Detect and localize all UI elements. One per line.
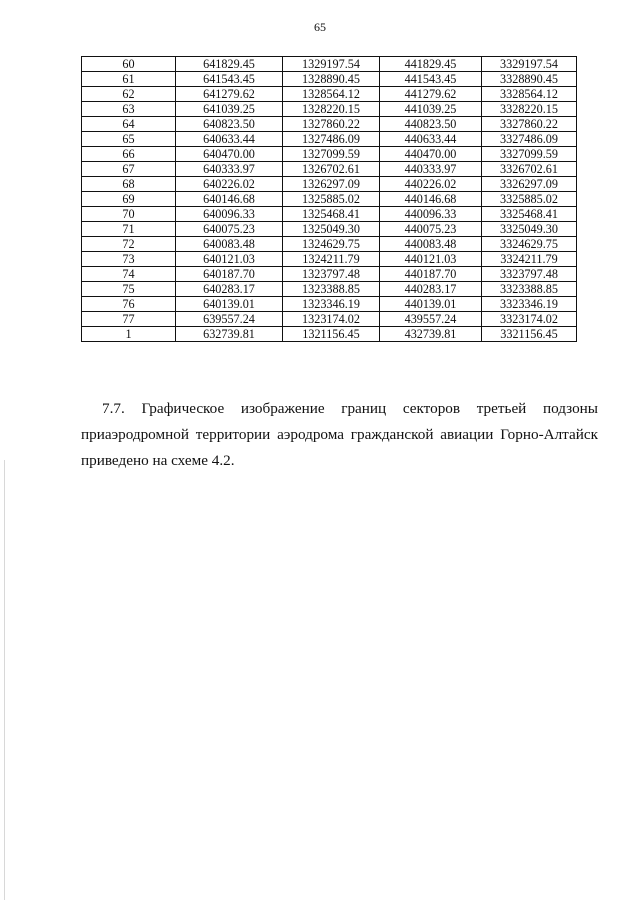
x-cell: 639557.24 (176, 312, 283, 327)
x-msk-cell: 439557.24 (380, 312, 482, 327)
x-cell: 640283.17 (176, 282, 283, 297)
y-cell: 1329197.54 (283, 57, 380, 72)
point-number-cell: 61 (82, 72, 176, 87)
point-number-cell: 63 (82, 102, 176, 117)
table-row (82, 312, 577, 327)
y-cell: 1321156.45 (283, 327, 380, 342)
point-number-cell: 73 (82, 252, 176, 267)
y-msk-cell: 3326702.61 (482, 162, 577, 177)
y-msk-cell: 3323388.85 (482, 282, 577, 297)
point-number-cell: 77 (82, 312, 176, 327)
table-row (82, 222, 577, 237)
y-cell: 1326702.61 (283, 162, 380, 177)
scan-edge-line (4, 460, 5, 900)
y-cell: 1326297.09 (283, 177, 380, 192)
page-number: 65 (314, 20, 326, 34)
x-cell: 632739.81 (176, 327, 283, 342)
point-number-cell: 72 (82, 237, 176, 252)
y-cell: 1325049.30 (283, 222, 380, 237)
table-row (82, 297, 577, 312)
table-row (82, 327, 577, 342)
table-row (82, 252, 577, 267)
x-msk-cell: 440226.02 (380, 177, 482, 192)
table-row (82, 282, 577, 297)
y-msk-cell: 3325468.41 (482, 207, 577, 222)
x-msk-cell: 440187.70 (380, 267, 482, 282)
y-cell: 1328564.12 (283, 87, 380, 102)
y-msk-cell: 3326297.09 (482, 177, 577, 192)
table-row (82, 102, 577, 117)
table-row (82, 87, 577, 102)
point-number-cell: 74 (82, 267, 176, 282)
x-msk-cell: 440633.44 (380, 132, 482, 147)
point-number-cell: 68 (82, 177, 176, 192)
point-number-cell: 64 (82, 117, 176, 132)
x-msk-cell: 441039.25 (380, 102, 482, 117)
x-cell: 640083.48 (176, 237, 283, 252)
y-cell: 1324211.79 (283, 252, 380, 267)
y-msk-cell: 3323346.19 (482, 297, 577, 312)
y-msk-cell: 3327099.59 (482, 147, 577, 162)
y-msk-cell: 3321156.45 (482, 327, 577, 342)
y-cell: 1325468.41 (283, 207, 380, 222)
y-cell: 1328220.15 (283, 102, 380, 117)
x-cell: 641039.25 (176, 102, 283, 117)
x-msk-cell: 440096.33 (380, 207, 482, 222)
y-cell: 1323174.02 (283, 312, 380, 327)
y-msk-cell: 3325885.02 (482, 192, 577, 207)
table-row (82, 207, 577, 222)
x-msk-cell: 440146.68 (380, 192, 482, 207)
x-cell: 641829.45 (176, 57, 283, 72)
x-cell: 641279.62 (176, 87, 283, 102)
x-cell: 640470.00 (176, 147, 283, 162)
coordinates-table (81, 56, 577, 342)
y-msk-cell: 3324211.79 (482, 252, 577, 267)
y-cell: 1325885.02 (283, 192, 380, 207)
point-number-cell: 1 (82, 327, 176, 342)
y-msk-cell: 3328220.15 (482, 102, 577, 117)
x-cell: 640226.02 (176, 177, 283, 192)
table-row (82, 177, 577, 192)
table-row (82, 132, 577, 147)
table-row (82, 117, 577, 132)
y-msk-cell: 3323174.02 (482, 312, 577, 327)
x-msk-cell: 432739.81 (380, 327, 482, 342)
table-row (82, 192, 577, 207)
y-msk-cell: 3327486.09 (482, 132, 577, 147)
y-msk-cell: 3327860.22 (482, 117, 577, 132)
x-msk-cell: 440075.23 (380, 222, 482, 237)
y-cell: 1324629.75 (283, 237, 380, 252)
x-msk-cell: 440333.97 (380, 162, 482, 177)
y-msk-cell: 3324629.75 (482, 237, 577, 252)
x-cell: 640333.97 (176, 162, 283, 177)
table-row (82, 237, 577, 252)
y-msk-cell: 3329197.54 (482, 57, 577, 72)
x-cell: 640139.01 (176, 297, 283, 312)
x-msk-cell: 441829.45 (380, 57, 482, 72)
x-cell: 640187.70 (176, 267, 283, 282)
point-number-cell: 60 (82, 57, 176, 72)
y-cell: 1323346.19 (283, 297, 380, 312)
point-number-cell: 70 (82, 207, 176, 222)
point-number-cell: 71 (82, 222, 176, 237)
table-row (82, 162, 577, 177)
coordinates-table-body (82, 57, 577, 342)
x-cell: 641543.45 (176, 72, 283, 87)
x-cell: 640146.68 (176, 192, 283, 207)
point-number-cell: 66 (82, 147, 176, 162)
y-cell: 1323797.48 (283, 267, 380, 282)
x-cell: 640823.50 (176, 117, 283, 132)
x-msk-cell: 440470.00 (380, 147, 482, 162)
y-cell: 1323388.85 (283, 282, 380, 297)
point-number-cell: 67 (82, 162, 176, 177)
section-paragraph: 7.7. Графическое изображение границ секторов третьей подзоны приаэродромной территории аэродрома гражданской авиации Горно-Алтайск приведено на схеме 4.2. (81, 400, 598, 469)
point-number-cell: 76 (82, 297, 176, 312)
table-row (82, 57, 577, 72)
x-cell: 640096.33 (176, 207, 283, 222)
y-cell: 1327860.22 (283, 117, 380, 132)
x-cell: 640075.23 (176, 222, 283, 237)
y-cell: 1328890.45 (283, 72, 380, 87)
table-row (82, 267, 577, 282)
y-msk-cell: 3328890.45 (482, 72, 577, 87)
y-cell: 1327486.09 (283, 132, 380, 147)
x-msk-cell: 441543.45 (380, 72, 482, 87)
x-cell: 640121.03 (176, 252, 283, 267)
point-number-cell: 62 (82, 87, 176, 102)
y-msk-cell: 3323797.48 (482, 267, 577, 282)
y-msk-cell: 3328564.12 (482, 87, 577, 102)
y-msk-cell: 3325049.30 (482, 222, 577, 237)
y-cell: 1327099.59 (283, 147, 380, 162)
point-number-cell: 69 (82, 192, 176, 207)
table-row (82, 147, 577, 162)
x-cell: 640633.44 (176, 132, 283, 147)
x-msk-cell: 440823.50 (380, 117, 482, 132)
x-msk-cell: 441279.62 (380, 87, 482, 102)
x-msk-cell: 440121.03 (380, 252, 482, 267)
table-row (82, 72, 577, 87)
point-number-cell: 75 (82, 282, 176, 297)
x-msk-cell: 440139.01 (380, 297, 482, 312)
x-msk-cell: 440283.17 (380, 282, 482, 297)
x-msk-cell: 440083.48 (380, 237, 482, 252)
point-number-cell: 65 (82, 132, 176, 147)
